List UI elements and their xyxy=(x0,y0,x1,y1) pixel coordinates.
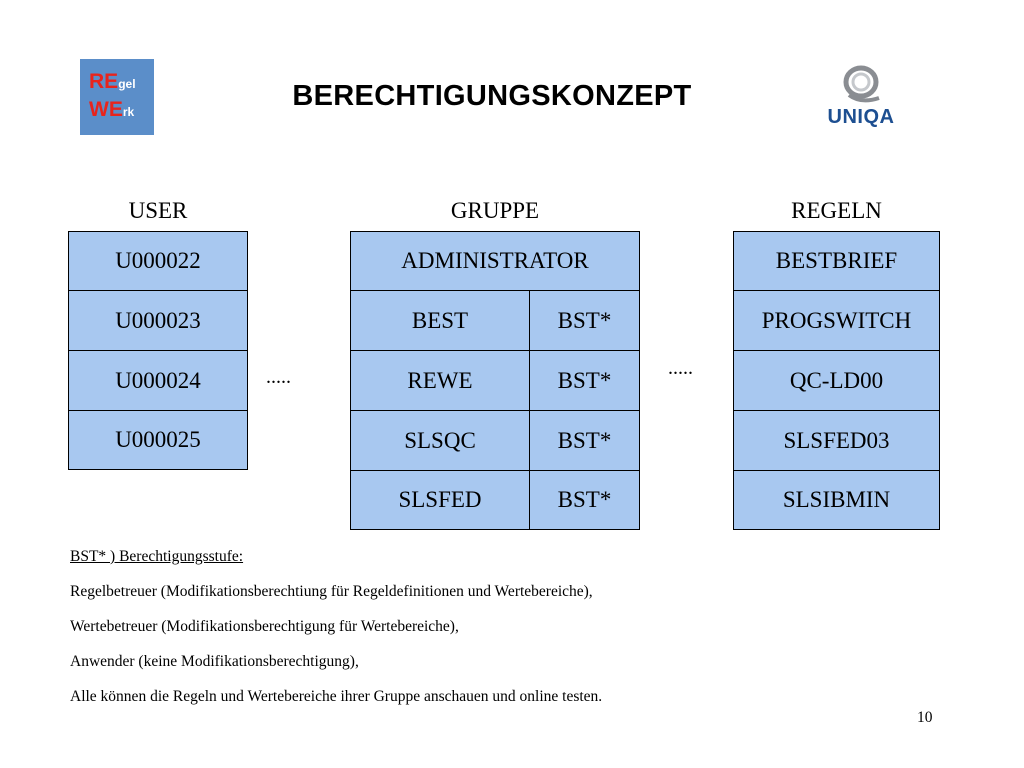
notes-block xyxy=(70,548,602,723)
notes-line: Anwender (keine Modifikationsberechtigung), xyxy=(70,653,359,670)
uniqa-wordmark: UNIQA xyxy=(827,106,895,128)
regel-cell: SLSIBMIN xyxy=(733,470,940,530)
notes-line: Alle können die Regeln und Wertebereiche ihrer Gruppe anschauen und online testen. xyxy=(70,688,603,705)
column-header-user: USER xyxy=(128,198,188,223)
regel-cell: SLSFED03 xyxy=(733,410,940,471)
column-header-gruppe: GRUPPE xyxy=(450,198,540,223)
uniqa-q-emblem-icon xyxy=(815,62,907,108)
logo-re: RE xyxy=(89,70,119,93)
page-number: 10 xyxy=(917,709,933,726)
page-title: BERECHTIGUNGSKONZEPT xyxy=(292,80,692,112)
ellipsis-user-gruppe: ..... xyxy=(266,366,291,388)
gruppe-level-cell: BST* xyxy=(529,290,640,351)
gruppe-level-cell: BST* xyxy=(529,350,640,411)
notes-line: Wertebetreuer (Modifikationsberechtigung für Wertebereiche), xyxy=(70,618,459,635)
logo-we: WE xyxy=(89,98,123,121)
user-cell: U000022 xyxy=(68,231,248,291)
user-cell: U000025 xyxy=(68,410,248,470)
gruppe-level-cell: BST* xyxy=(529,470,640,530)
gruppe-level-cell: BST* xyxy=(529,410,640,471)
gruppe-name-cell: BEST xyxy=(350,290,530,351)
user-cell: U000023 xyxy=(68,290,248,351)
gruppe-name-cell: SLSQC xyxy=(350,410,530,471)
uniqa-logo xyxy=(815,62,907,134)
regel-cell: BESTBRIEF xyxy=(733,231,940,291)
user-cell: U000024 xyxy=(68,350,248,411)
regel-cell: QC-LD00 xyxy=(733,350,940,411)
gruppe-name-cell: SLSFED xyxy=(350,470,530,530)
gruppe-header-cell: ADMINISTRATOR xyxy=(350,231,640,291)
regel-cell: PROGSWITCH xyxy=(733,290,940,351)
column-header-regeln: REGELN xyxy=(791,198,882,223)
logo-gel: gel xyxy=(118,77,136,91)
notes-heading: BST* ) Berechtigungsstufe: xyxy=(70,548,244,565)
gruppe-name-cell: REWE xyxy=(350,350,530,411)
logo-rk: rk xyxy=(122,105,135,119)
notes-line: Regelbetreuer (Modifikationsberechtiung für Regeldefinitionen und Wertebereiche), xyxy=(70,583,593,600)
ellipsis-gruppe-regeln: ..... xyxy=(668,357,693,379)
